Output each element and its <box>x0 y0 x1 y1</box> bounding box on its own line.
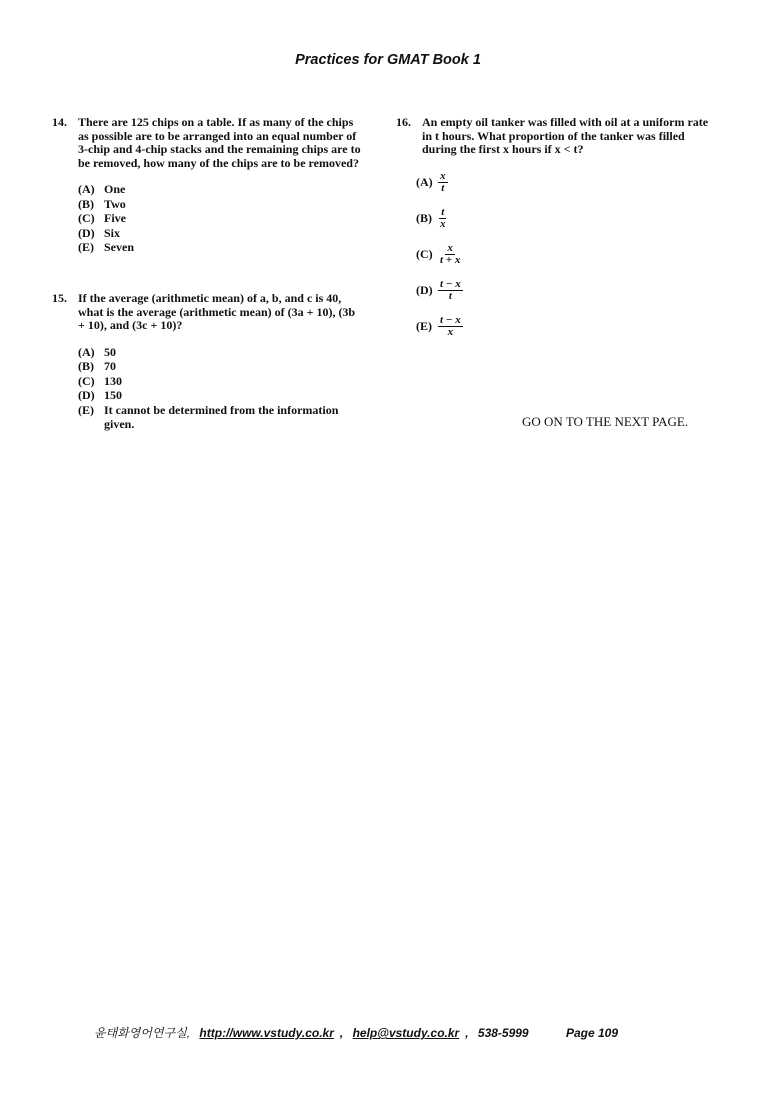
choice-label: (E) <box>416 318 432 333</box>
choice-d <box>78 388 362 403</box>
fraction <box>438 315 463 338</box>
question-15 <box>52 292 362 432</box>
denominator: t + x <box>440 254 461 266</box>
choice-text: Six <box>104 225 121 240</box>
choice-label: (E) <box>78 402 94 417</box>
choice-label: (D) <box>416 282 433 297</box>
choice-c <box>416 237 714 273</box>
choice-b <box>78 197 362 212</box>
question-stem: There are 125 chips on a table. If as many of the chips as possible are to be arranged into an equal number of 3-chip and 4-chip stacks and the remaining chips are to be removed, how many of the chips are to be removed? <box>78 115 361 170</box>
header-title: Practices for GMAT Book 1 <box>295 52 481 68</box>
choice-text: 130 <box>104 373 122 388</box>
choice-label: (C) <box>416 246 433 261</box>
choice-text: 50 <box>104 344 116 359</box>
choice-label: (E) <box>78 240 94 254</box>
question-14 <box>52 116 362 255</box>
question-stem: If the average (arithmetic mean) of a, b, and c is 40, what is the average (arithmetic mean) of (3a + 10), (3b + 10), and (3c + 10)? <box>78 291 356 332</box>
choice-label: (D) <box>78 388 95 402</box>
answer-choices <box>78 345 362 432</box>
footer-email-link[interactable]: help@vstudy.co.kr <box>352 1026 460 1040</box>
choice-text: One <box>104 182 126 196</box>
choice-c <box>78 211 362 226</box>
question-number: 14. <box>52 115 67 129</box>
choice-a <box>78 345 362 360</box>
fraction <box>438 279 463 302</box>
choice-b <box>78 359 362 374</box>
denominator: t <box>448 290 452 302</box>
choice-label: (A) <box>78 182 95 196</box>
next-page-notice: GO ON TO THE NEXT PAGE. <box>522 414 689 429</box>
answer-choices <box>416 165 714 345</box>
question-16 <box>396 116 714 345</box>
answer-choices <box>78 182 362 255</box>
choice-e <box>78 403 362 432</box>
footer-organization: 윤태화영어연구실, <box>94 1026 191 1040</box>
choice-text: Two <box>104 196 126 211</box>
page-header <box>0 52 776 68</box>
choice-a <box>78 182 362 197</box>
footer-website-link[interactable]: http://www.vstudy.co.kr <box>199 1026 334 1040</box>
numerator: t − x <box>440 314 461 326</box>
choice-label: (C) <box>78 373 95 388</box>
choice-b <box>416 201 714 237</box>
choice-text: Seven <box>104 240 134 254</box>
choice-label: (B) <box>416 210 432 225</box>
choice-label: (D) <box>78 225 95 240</box>
choice-e <box>416 309 714 345</box>
choice-text: It cannot be determined from the information given. <box>104 402 339 431</box>
choice-text: 70 <box>104 359 116 373</box>
numerator: t − x <box>440 278 461 290</box>
choice-d <box>416 273 714 309</box>
fraction <box>438 243 462 266</box>
choice-label: (B) <box>78 196 94 211</box>
question-number: 16. <box>396 115 411 129</box>
numerator: x <box>447 242 453 254</box>
choice-label: (B) <box>78 359 94 373</box>
fraction <box>438 171 448 194</box>
choice-label: (A) <box>416 174 433 189</box>
choice-text: Five <box>104 211 126 225</box>
choice-d <box>78 226 362 241</box>
page-number: Page 109 <box>565 1026 618 1040</box>
choice-label: (A) <box>78 344 95 359</box>
choice-text: 150 <box>104 388 122 402</box>
fraction <box>438 207 448 230</box>
denominator: x <box>440 218 446 230</box>
denominator: t <box>441 182 445 194</box>
page-footer: 윤태화영어연구실, http://www.vstudy.co.kr , help@vstudy.co.kr , 538-5999 Page 109 <box>94 1026 618 1040</box>
choice-a <box>416 165 714 201</box>
question-number: 15. <box>52 291 67 305</box>
numerator: t <box>441 206 445 218</box>
numerator: x <box>440 170 446 182</box>
footer-phone: 538-5999 <box>477 1026 529 1040</box>
choice-e <box>78 240 362 255</box>
question-stem: An empty oil tanker was filled with oil at a uniform rate in t hours. What proportion of the tanker was filled during the first x hours if x < t? <box>422 115 709 156</box>
choice-label: (C) <box>78 211 95 225</box>
choice-c <box>78 374 362 389</box>
denominator: x <box>447 326 454 338</box>
